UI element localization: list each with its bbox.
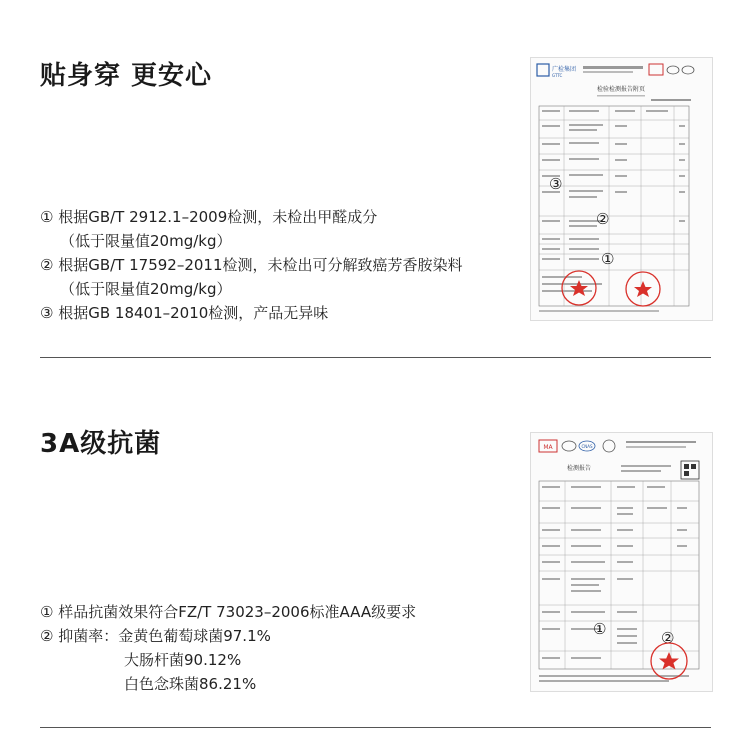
section-divider [40,357,711,358]
section1-title: 贴身穿 更安心 [40,61,213,91]
section1-item: ① 根据GB/T 2912.1–2009检测，未检出甲醛成分 [40,208,378,226]
cnas-text: CNAS [581,444,593,449]
section2-title: 3A级抗菌 [40,429,162,459]
marker-2: ② [596,210,610,228]
section1-item: ③ 根据GB 18401–2010检测，产品无异味 [40,304,329,322]
section1-list [40,205,463,325]
section2-list [40,600,416,696]
marker-3: ③ [549,175,563,193]
section1-item: ② 根据GB/T 17592–2011检测，未检出可分解致癌芳香胺染料 [40,256,463,274]
ma-badge-text: MA [543,444,553,451]
test-report-image-1 [530,57,713,321]
section2-item: ① 样品抗菌效果符合FZ/T 73023–2006标准AAA级要求 [40,603,417,621]
test-report-image-2 [530,432,713,692]
report-heading: 检测报告 [567,465,592,472]
section-divider [40,727,711,728]
marker-1: ① [601,250,615,268]
section1-item: （低于限量值20mg/kg） [60,232,232,250]
section2-item: 大肠杆菌90.12% [124,651,242,669]
org-name-en: GTTC [552,73,563,78]
section1-item: （低于限量值20mg/kg） [60,280,232,298]
org-name: 广检集团 [552,66,577,73]
marker-1: ① [593,620,607,638]
marker-2: ② [661,629,675,647]
report-heading: 检验检测报告附页 [596,86,646,93]
section2-item: ② 抑菌率：金黄色葡萄球菌97.1% [40,627,271,645]
section2-item: 白色念珠菌86.21% [124,675,257,693]
